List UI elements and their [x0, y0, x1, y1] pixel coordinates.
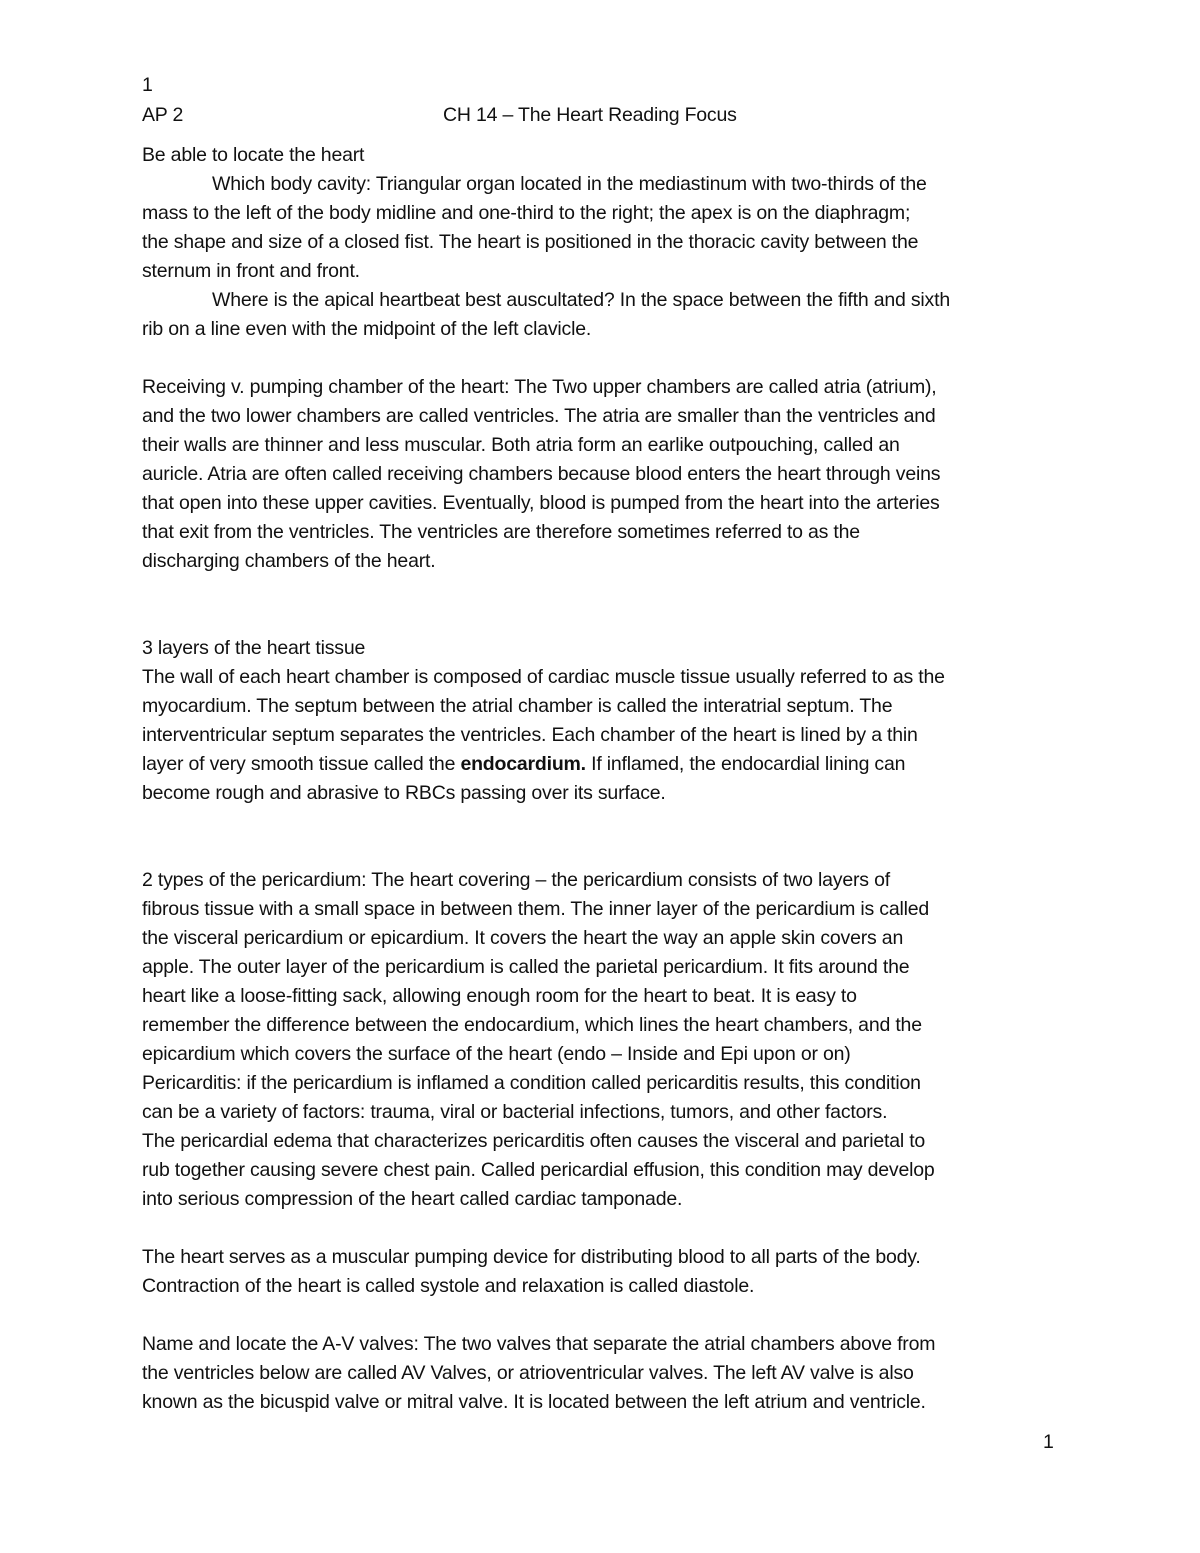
course-label: AP 2	[142, 104, 184, 126]
spacer	[142, 1214, 1072, 1243]
chambers-line: auricle. Atria are often called receiving chambers because blood enters the heart through veins	[142, 463, 941, 485]
pericardium-line: 2 types of the pericardium: The heart covering – the pericardium consists of two layers of	[142, 869, 890, 891]
apical-line: Where is the apical heartbeat best auscultated? In the space between the fifth and sixth	[212, 289, 950, 311]
pericardium-line: rub together causing severe chest pain. Called pericardial effusion, this condition may develop	[142, 1159, 935, 1181]
locate-heading: Be able to locate the heart	[142, 144, 365, 166]
layers-line-suffix: If inflamed, the endocardial lining can	[585, 753, 906, 775]
header-page-number: 1	[142, 74, 153, 96]
pericardium-line: apple. The outer layer of the pericardium is called the parietal pericardium. It fits around the	[142, 956, 910, 978]
spacer	[142, 344, 1072, 373]
pericardium-line: heart like a loose-fitting sack, allowing enough room for the heart to beat. It is easy to	[142, 985, 857, 1007]
body-cavity-line: the shape and size of a closed fist. The heart is positioned in the thoracic cavity between the	[142, 231, 919, 253]
function-line: The heart serves as a muscular pumping device for distributing blood to all parts of the body.	[142, 1246, 921, 1268]
pericardium-line: The pericardial edema that characterizes pericarditis often causes the visceral and parietal to	[142, 1130, 926, 1152]
layers-line: interventricular septum separates the ventricles. Each chamber of the heart is lined by a thin	[142, 724, 918, 746]
layers-line: The wall of each heart chamber is composed of cardiac muscle tissue usually referred to as the	[142, 666, 945, 688]
chambers-line: that exit from the ventricles. The ventricles are therefore sometimes referred to as the	[142, 521, 860, 543]
chambers-line: their walls are thinner and less muscular. Both atria form an earlike outpouching, called an	[142, 434, 900, 456]
endocardium-term: endocardium.	[460, 753, 586, 775]
footer-page-number: 1	[1043, 1431, 1054, 1453]
body-cavity-line: sternum in front and front.	[142, 260, 360, 282]
layers-heading: 3 layers of the heart tissue	[142, 637, 366, 659]
apical-line: rib on a line even with the midpoint of the left clavicle.	[142, 318, 592, 340]
chambers-line: that open into these upper cavities. Eventually, blood is pumped from the heart into the arteries	[142, 492, 940, 514]
pericardium-line: remember the difference between the endocardium, which lines the heart chambers, and the	[142, 1014, 922, 1036]
body-cavity-line: mass to the left of the body midline and one-third to the right; the apex is on the diaphragm;	[142, 202, 911, 224]
chambers-line: discharging chambers of the heart.	[142, 550, 436, 572]
chambers-line: and the two lower chambers are called ventricles. The atria are smaller than the ventricles and	[142, 405, 936, 427]
valves-line: known as the bicuspid valve or mitral valve. It is located between the left atrium and ventricle.	[142, 1391, 926, 1413]
pericardium-line: epicardium which covers the surface of the heart (endo – Inside and Epi upon or on)	[142, 1043, 851, 1065]
spacer	[142, 1301, 1072, 1330]
chambers-line: Receiving v. pumping chamber of the heart: The Two upper chambers are called atria (atrium),	[142, 376, 937, 398]
pericardium-line: into serious compression of the heart called cardiac tamponade.	[142, 1188, 683, 1210]
layers-line: myocardium. The septum between the atrial chamber is called the interatrial septum. The	[142, 695, 893, 717]
pericardium-line: Pericarditis: if the pericardium is inflamed a condition called pericarditis results, this condition	[142, 1072, 921, 1094]
document-body	[142, 141, 1072, 1417]
pericardium-line: can be a variety of factors: trauma, viral or bacterial infections, tumors, and other factors.	[142, 1101, 888, 1123]
layers-line: become rough and abrasive to RBCs passing over its surface.	[142, 782, 666, 804]
layers-line-prefix: layer of very smooth tissue called the	[142, 753, 461, 775]
valves-line: Name and locate the A-V valves: The two valves that separate the atrial chambers above from	[142, 1333, 936, 1355]
pericardium-line: the visceral pericardium or epicardium. It covers the heart the way an apple skin covers an	[142, 927, 904, 949]
layers-endocardium-line	[142, 750, 1072, 779]
spacer	[142, 576, 1072, 634]
document-title: CH 14 – The Heart Reading Focus	[443, 104, 737, 126]
function-line: Contraction of the heart is called systole and relaxation is called diastole.	[142, 1275, 755, 1297]
valves-line: the ventricles below are called AV Valves, or atrioventricular valves. The left AV valve is also	[142, 1362, 914, 1384]
pericardium-line: fibrous tissue with a small space in between them. The inner layer of the pericardium is called	[142, 898, 930, 920]
body-cavity-line: Which body cavity: Triangular organ located in the mediastinum with two-thirds of the	[212, 173, 927, 195]
spacer	[142, 808, 1072, 866]
